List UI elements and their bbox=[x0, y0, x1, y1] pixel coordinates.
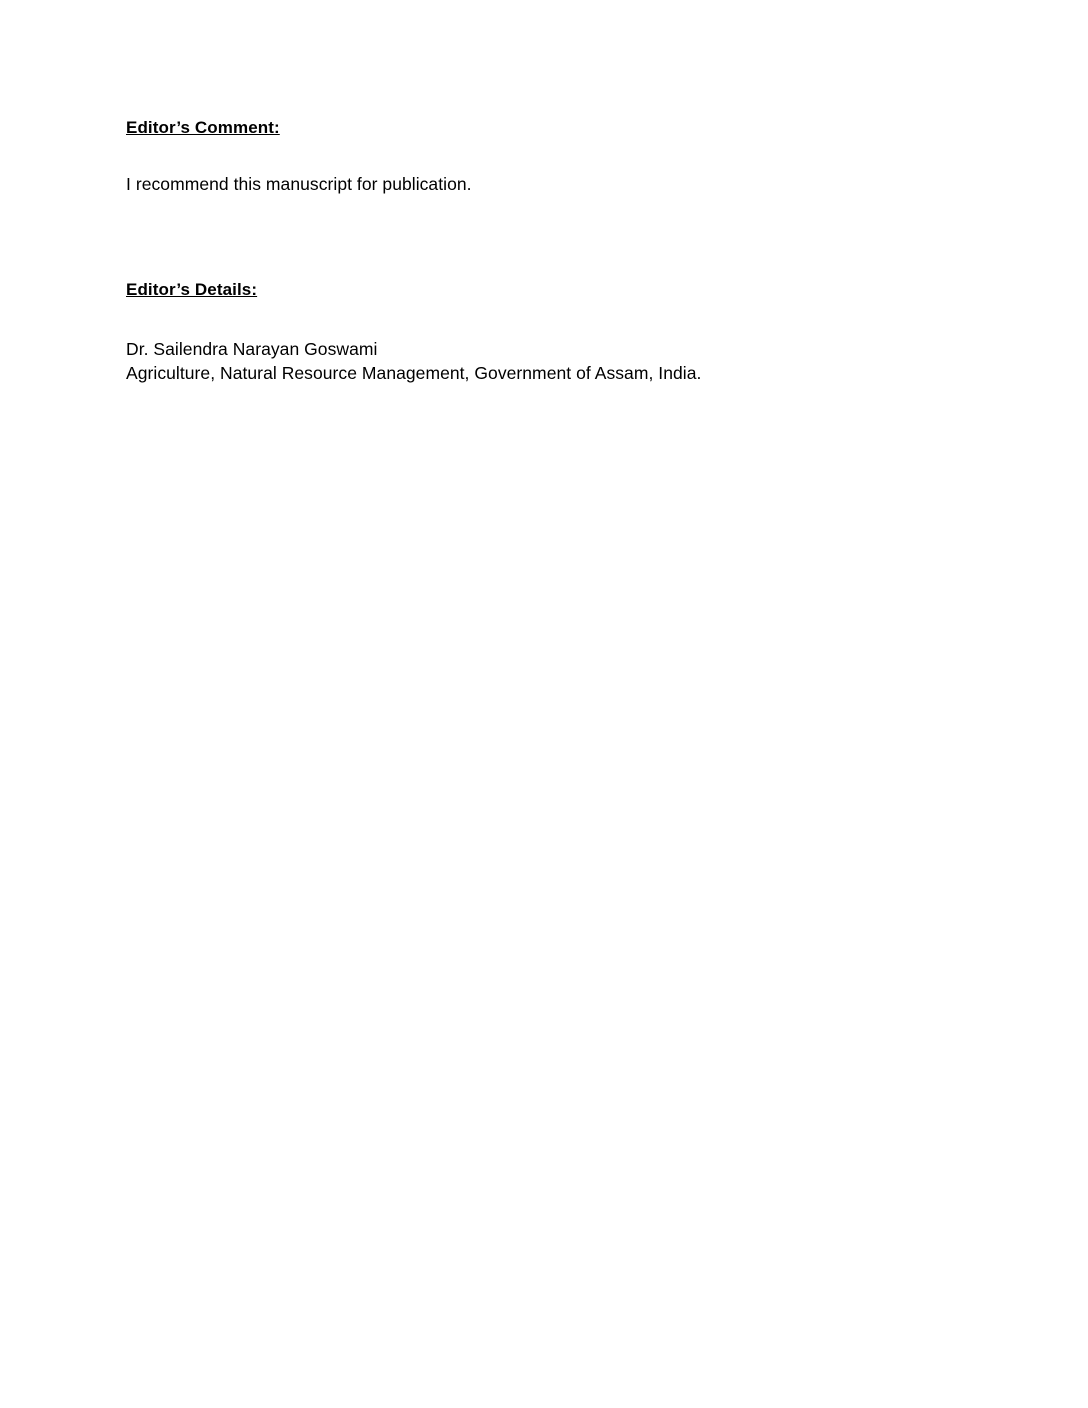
spacer-after-details-heading bbox=[126, 301, 956, 339]
editor-affiliation: Agriculture, Natural Resource Management, Government of Assam, India. bbox=[126, 362, 702, 383]
spacer-after-comment-heading bbox=[126, 138, 956, 174]
editor-name: Dr. Sailendra Narayan Goswami bbox=[126, 338, 378, 359]
editor-comment-text: I recommend this manuscript for publication. bbox=[126, 174, 472, 195]
spacer-after-comment-text bbox=[126, 196, 956, 280]
document-content bbox=[126, 118, 956, 384]
editor-details-heading: Editor’s Details: bbox=[126, 280, 258, 300]
editor-comment-heading: Editor’s Comment: bbox=[126, 118, 280, 137]
